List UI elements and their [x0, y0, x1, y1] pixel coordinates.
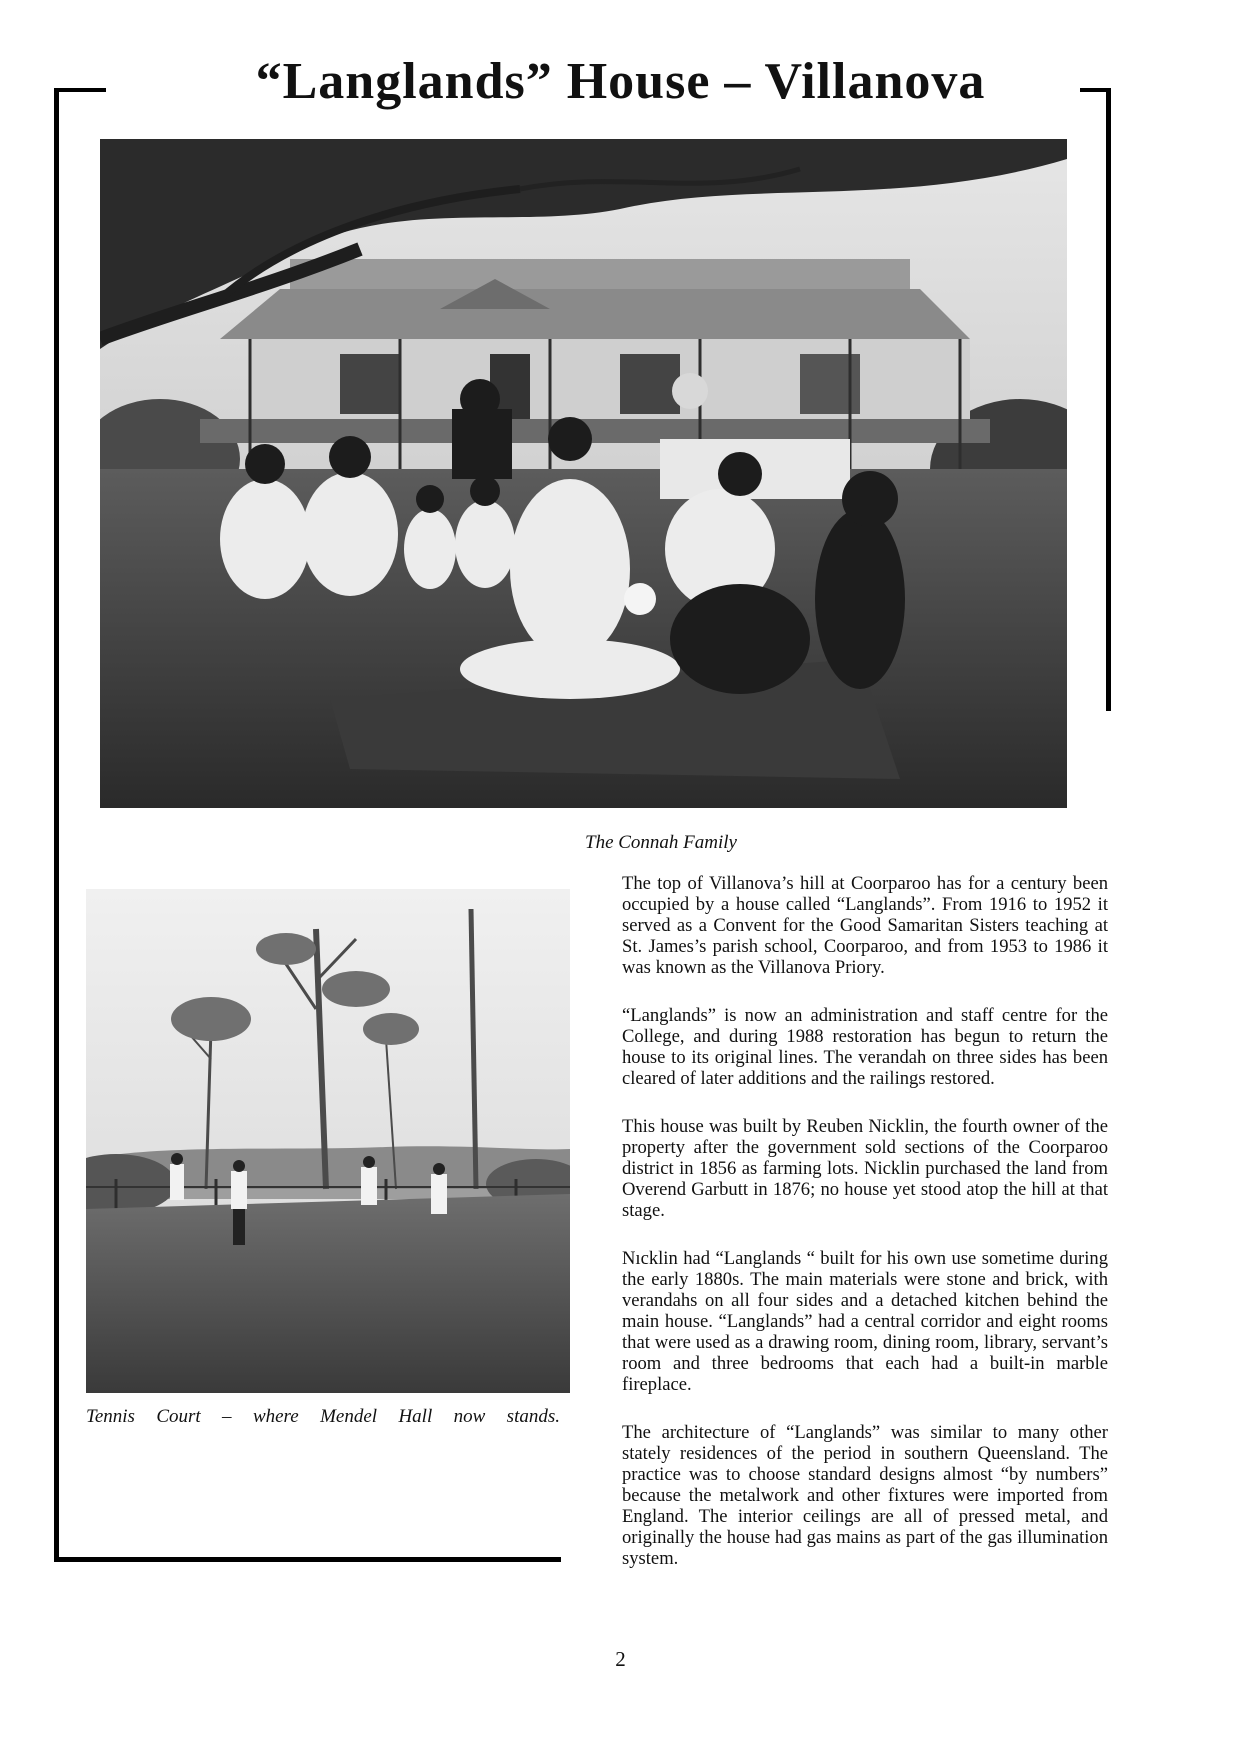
- frame-bottom-rule: [54, 1557, 561, 1562]
- photo-connah-family: [100, 139, 1067, 808]
- article-paragraph-1: The top of Villanova’s hill at Coorparoo has for a century been occupied by a house called “Langlands”. From 1916 to 1952 it served as a Convent for the Good Samaritan Sisters teaching at St. James’s parish school, Coorparoo, and from 1953 to 1986 it was known as the Villanova Priory.: [622, 873, 1108, 978]
- caption-connah-family: The Connah Family: [585, 832, 737, 853]
- article-body: [622, 873, 1108, 1596]
- page-title: “Langlands” House – Villanova: [255, 53, 986, 110]
- photo-tennis-court: [86, 889, 570, 1393]
- frame-left-rule: [54, 88, 59, 1561]
- caption-tennis-court: Tennis Court – where Mendel Hall now stands.: [86, 1406, 560, 1427]
- frame-top-left-tick: [54, 88, 106, 92]
- article-paragraph-4: Nıcklin had “Langlands “ built for his own use sometime during the early 1880s. The main materials were stone and brick, with verandahs on all four sides and a detached kitchen behind the main house. “Langlands” had a central corridor and eight rooms that were used as a drawing room, dining room, library, servant’s room and three bedrooms that each had a built-in marble fireplace.: [622, 1248, 1108, 1395]
- article-paragraph-2: “Langlands” is now an administration and staff centre for the College, and during 1988 restoration has begun to return the house to its original lines. The verandah on three sides has been cleared of later additions and the railings restored.: [622, 1005, 1108, 1089]
- article-paragraph-3: This house was built by Reuben Nicklin, the fourth owner of the property after the government sold sections of the Coorparoo district in 1856 as farming lots. Nicklin purchased the land from Overend Garbutt in 1876; no house yet stood atop the hill at that stage.: [622, 1116, 1108, 1221]
- page-number: 2: [615, 1647, 626, 1671]
- frame-right-rule: [1106, 88, 1111, 711]
- article-paragraph-5: The architecture of “Langlands” was similar to many other stately residences of the period in southern Queensland. The practice was to choose standard designs almost “by numbers” because the metalwork and other fixtures were imported from England. The interior ceilings are all of pressed metal, and originally the house had gas mains as part of the gas illumination system.: [622, 1422, 1108, 1569]
